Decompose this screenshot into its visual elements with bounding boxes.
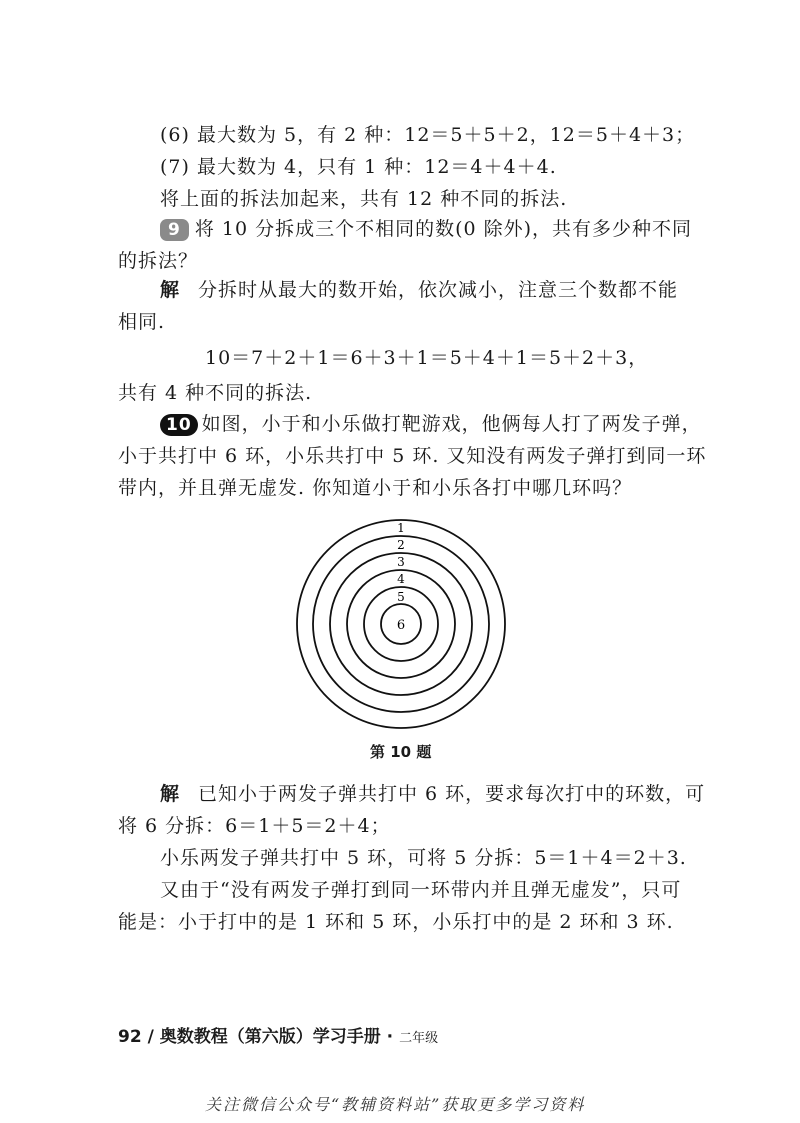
solution-9-cont: 相同.	[118, 311, 166, 333]
ring-label-5: 5	[397, 590, 405, 604]
question-10-cont-1: 小于共打中 6 环，小乐共打中 5 环. 又知没有两发子弹打到同一环	[118, 445, 707, 467]
ring-label-1: 1	[397, 521, 405, 535]
solution-label: 解	[160, 279, 181, 301]
solution-10-cont-1: 将 6 分拆：6＝1＋5＝2＋4；	[118, 815, 391, 837]
question-9-cont: 的拆法？	[118, 250, 199, 272]
ring-label-2: 2	[397, 538, 405, 552]
solution-9-text: 分拆时从最大的数开始，依次减小，注意三个数都不能	[198, 279, 679, 301]
question-9-text: 将 10 分拆成三个不相同的数(0 除外)，共有多少种不同	[194, 218, 693, 240]
text-line-6: (6) 最大数为 5，有 2 种：12＝5＋5＋2，12＝5＋4＋3；	[160, 124, 696, 146]
page-footer	[118, 1022, 438, 1047]
solution-9	[160, 275, 678, 302]
ring-label-3: 3	[397, 555, 405, 569]
watermark-text: 关注微信公众号“教辅资料站”获取更多学习资料	[205, 1095, 586, 1114]
solution-10-cont-4: 能是：小于打中的是 1 环和 5 环，小乐打中的是 2 环和 3 环.	[118, 911, 674, 933]
solution-9-result: 共有 4 种不同的拆法.	[118, 382, 313, 404]
solution-label: 解	[160, 783, 181, 805]
question-10	[160, 409, 702, 436]
ring-label-4: 4	[397, 572, 405, 586]
solution-10-cont-3: 又由于“没有两发子弹打到同一环带内并且弹无虚发”，只可	[160, 879, 682, 901]
page-title: 92 / 奥数教程（第六版）学习手册 ·	[118, 1027, 394, 1047]
ring-label-6: 6	[396, 618, 406, 633]
question-9-badge: 9	[160, 219, 189, 241]
question-10-text: 如图，小于和小乐做打靶游戏，他俩每人打了两发子弹，	[201, 413, 702, 435]
text-line-7: (7) 最大数为 4，只有 1 种：12＝4＋4＋4.	[160, 156, 557, 178]
solution-10-text: 已知小于两发子弹共打中 6 环，要求每次打中的环数，可	[198, 783, 706, 805]
question-10-badge: 10	[160, 414, 198, 436]
grade-label: 二年级	[399, 1031, 439, 1046]
text-sum: 将上面的拆法加起来，共有 12 种不同的拆法.	[160, 188, 568, 210]
solution-9-equation: 10＝7＋2＋1＝6＋3＋1＝5＋4＋1＝5＋2＋3，	[205, 347, 649, 369]
solution-10-cont-2: 小乐两发子弹共打中 5 环，可将 5 分拆：5＝1＋4＝2＋3.	[160, 847, 687, 869]
solution-10	[160, 779, 705, 806]
target-figure	[295, 518, 507, 730]
question-10-cont-2: 带内，并且弹无虚发. 你知道小于和小乐各打中哪几环吗？	[118, 477, 633, 499]
question-9	[160, 214, 692, 241]
figure-caption: 第 10 题	[370, 743, 432, 761]
